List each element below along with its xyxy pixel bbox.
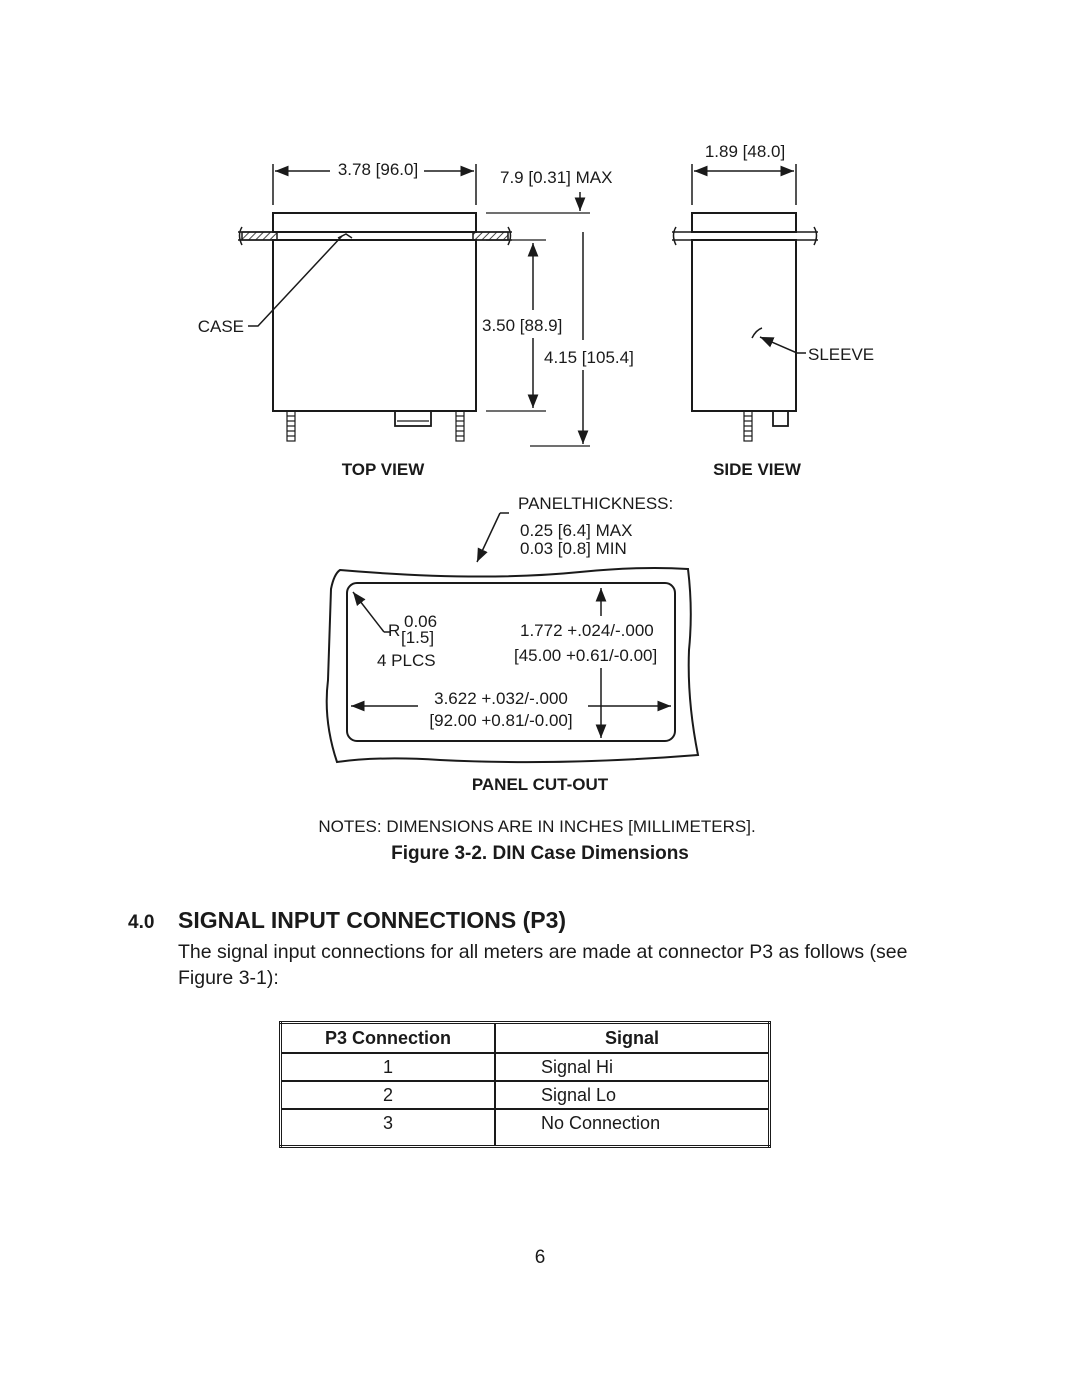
- section-heading: [128, 907, 566, 934]
- cutout-width-inches: 3.622 +.032/-.000: [434, 689, 568, 708]
- signal-cell: Signal Lo: [495, 1081, 770, 1109]
- table-row: [281, 1109, 770, 1147]
- figure-labels: [198, 142, 874, 836]
- connection-cell: 2: [281, 1081, 496, 1109]
- side-view-drawing: [672, 164, 818, 441]
- column-header-connection: P3 Connection: [281, 1023, 496, 1054]
- top-view-label: TOP VIEW: [341, 460, 425, 479]
- radius-places: 4 PLCS: [377, 651, 436, 670]
- side-width-dimension: 1.89 [48.0]: [704, 142, 786, 161]
- sleeve-label: SLEEVE: [808, 345, 875, 364]
- connection-cell: 1: [281, 1053, 496, 1081]
- dimension-notes: NOTES: DIMENSIONS ARE IN INCHES [MILLIMETERS].: [318, 817, 756, 836]
- section-number: 4.0: [128, 912, 155, 933]
- section-body: The signal input connections for all meters are made at connector P3 as follows (see Figure 3-1):: [178, 941, 908, 989]
- table-row: [281, 1081, 770, 1109]
- panel-thickness-min: 0.03 [0.8] MIN: [520, 539, 627, 558]
- signal-cell: No Connection: [541, 1113, 661, 1133]
- radius-r-label: R: [388, 621, 401, 640]
- case-label: CASE: [197, 317, 244, 336]
- panel-thickness-title: PANELTHICKNESS:: [518, 494, 674, 513]
- side-view-label: SIDE VIEW: [713, 460, 801, 479]
- signal-cell: Signal Hi: [495, 1053, 770, 1081]
- connection-cell: 3: [281, 1109, 496, 1147]
- panel-cutout-label: PANEL CUT-OUT: [471, 775, 609, 794]
- top-view-drawing: [238, 164, 590, 446]
- cutout-width-mm: [92.00 +0.81/-0.00]: [429, 711, 573, 730]
- depth-dimension: 3.50 [88.9]: [482, 316, 563, 335]
- page-number: 6: [534, 1247, 546, 1268]
- overall-depth-dimension: 4.15 [105.4]: [544, 348, 634, 367]
- table-header-row: [281, 1023, 770, 1054]
- radius-mm: [1.5]: [401, 628, 435, 647]
- panel-thickness-max: 0.25 [6.4] MAX: [520, 521, 633, 540]
- cutout-height-inches: 1.772 +.024/-.000: [520, 621, 654, 640]
- table-row: [281, 1053, 770, 1081]
- top-width-dimension: 3.78 [96.0]: [337, 160, 419, 179]
- p3-connections-table: [279, 1021, 771, 1148]
- bezel-max-dimension: 7.9 [0.31] MAX: [500, 168, 613, 187]
- cutout-height-mm: [45.00 +0.61/-0.00]: [514, 646, 658, 665]
- section-title: SIGNAL INPUT CONNECTIONS (P3): [178, 907, 567, 933]
- column-header-signal: Signal: [495, 1023, 770, 1054]
- figure-caption: Figure 3-2. DIN Case Dimensions: [391, 843, 689, 864]
- radius-inches: 0.06: [404, 612, 438, 631]
